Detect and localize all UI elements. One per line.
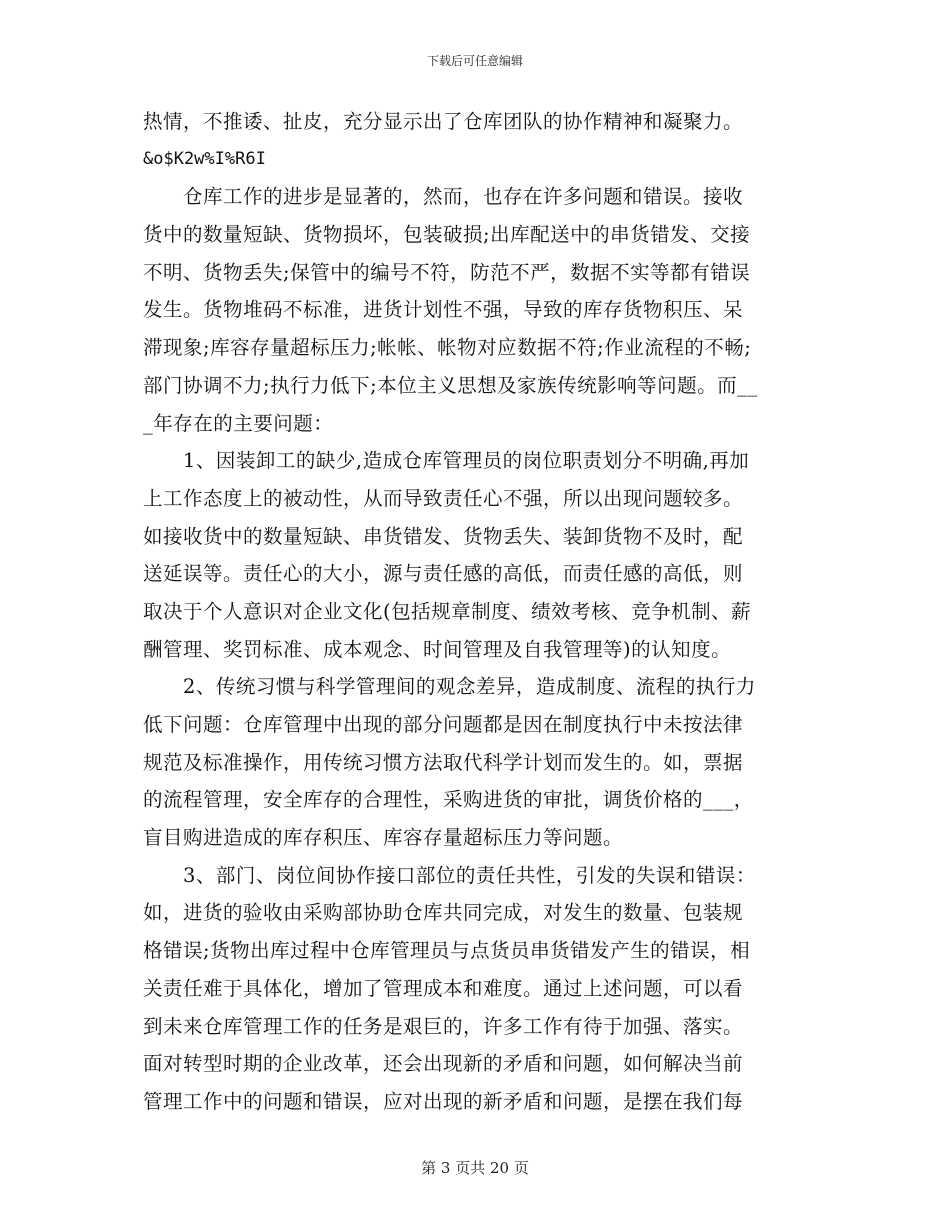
text-line: 送延误等。责任心的大小，源与责任感的高低，而责任感的高低，则 [143,562,744,586]
text-line: 取决于个人意识对企业文化(包括规章制度、绩效考核、竞争机制、薪 [143,599,752,623]
text-line: 酬管理、奖罚标准、成本观念、时间管理及自我管理等)的认知度。 [143,637,732,661]
text-line: 面对转型时期的企业改革，还会出现新的矛盾和问题，如何解决当前 [143,1052,744,1076]
text-line: 如接收货中的数量短缺、串货错发、货物丢失、装卸货物不及时，配 [143,524,744,548]
text-line: 货中的数量短缺、货物损坏，包装破损;出库配送中的串货错发、交接 [143,223,751,247]
text-line: 上工作态度上的被动性，从而导致责任心不强，所以出现问题较多。 [143,486,744,510]
paragraph-start-line: 1、因装卸工的缺少,造成仓库管理员的岗位职责划分不明确,再加 [183,449,750,473]
text-line: 低下问题：仓库管理中出现的部分问题都是因在制度执行中未按法律 [143,713,744,736]
text-line: 发生。货物堆码不标准，进货计划性不强，导致的库存货物积压、呆 [143,298,744,322]
paragraph-start-line: 仓库工作的进步是显著的，然而，也存在许多问题和错误。接收 [183,185,744,209]
text-line: 如，进货的验收由采购部协助仓库共同完成，对发生的数量、包装规 [143,901,744,925]
paragraph-start-line: 3、部门、岗位间协作接口部位的责任共性，引发的失误和错误： [183,863,756,887]
text-line: 热情，不推诿、扯皮，充分显示出了仓库团队的协作精神和凝聚力。 [143,110,744,133]
text-line: 滞现象;库容存量超标压力;帐帐、帐物对应数据不符;作业流程的不畅; [143,336,752,360]
paragraph-start-line: 2、传统习惯与科学管理间的观念差异，造成制度、流程的执行力 [183,675,756,699]
page-number-footer: 第 3 页共 20 页 [421,1159,529,1177]
text-line: 盲目购进造成的库存积压、库容存量超标压力等问题。 [143,826,624,850]
text-line: &o$K2w%I%R6I [143,148,266,169]
text-line: _年存在的主要问题： [143,411,334,435]
page-header: 下载后可任意编辑 [426,54,523,68]
text-line: 管理工作中的问题和错误，应对出现的新矛盾和问题，是摆在我们每 [143,1089,744,1113]
text-line: 不明、货物丢失;保管中的编号不符，防范不严，数据不实等都有错误 [143,260,751,284]
text-line: 的流程管理，安全库存的合理性，采购进货的审批，调货价格的___， [143,788,754,812]
text-line: 关责任难于具体化，增加了管理成本和难度。通过上述问题，可以看 [143,976,744,1000]
text-line: 规范及标准操作，用传统习惯方法取代科学计划而发生的。如，票据 [143,750,744,774]
text-line: 格错误;货物出库过程中仓库管理员与点货员串货错发产生的错误，相 [143,939,751,963]
text-line: 到未来仓库管理工作的任务是艰巨的，许多工作有待于加强、落实。 [143,1014,744,1038]
document-body [143,103,811,1121]
text-line: 部门协调不力;执行力低下;本位主义思想及家族传统影响等问题。而__ [143,373,758,397]
